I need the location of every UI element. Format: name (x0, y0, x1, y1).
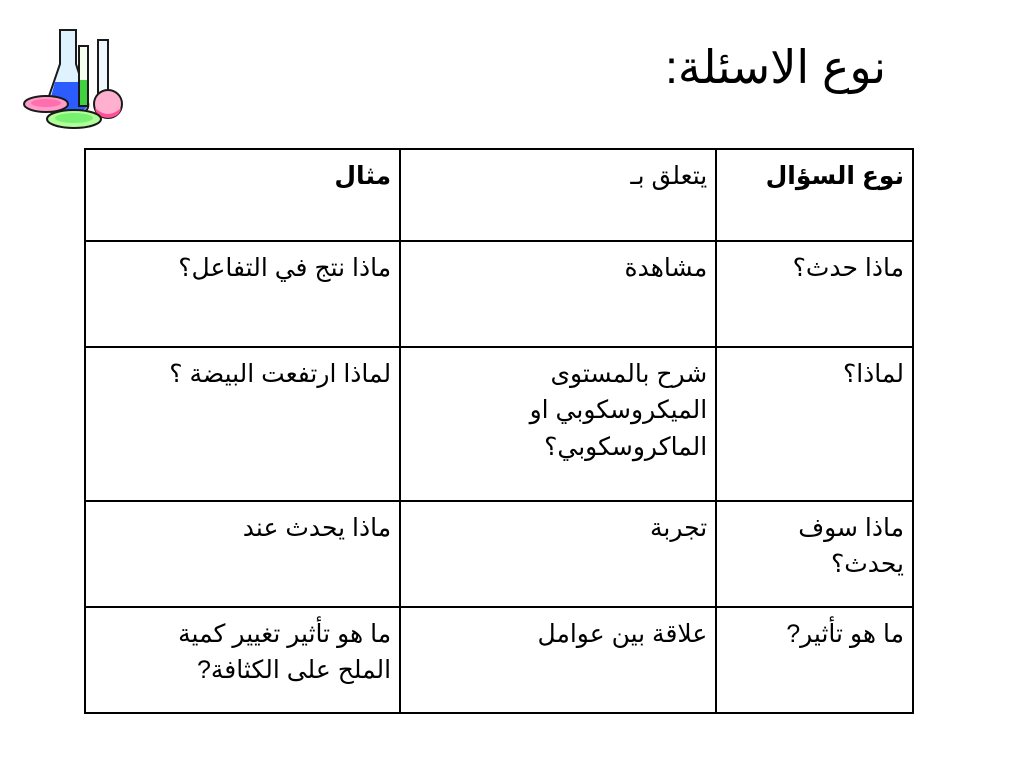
header-question-type: نوع السؤال (716, 149, 913, 241)
cell-line: ما هو تأثير تغيير كمية (178, 620, 392, 648)
table-header-row (85, 149, 913, 241)
cell-line: الماكروسكوبي؟ (544, 432, 708, 461)
cell-relates-to (400, 241, 716, 347)
header-relates-to: يتعلق بـ (400, 149, 716, 241)
cell-line: لماذا؟ (842, 360, 904, 388)
cell-example (85, 501, 400, 607)
cell-line: مشاهدة (624, 254, 708, 282)
question-types-table (84, 148, 914, 714)
cell-question-type (716, 241, 913, 347)
cell-relates-to (400, 607, 716, 713)
cell-example (85, 241, 400, 347)
cell-line: ما هو تأثير? (786, 620, 904, 648)
cell-relates-to (400, 501, 716, 607)
cell-question-type (716, 607, 913, 713)
table-row (85, 607, 913, 713)
cell-question-type (716, 501, 913, 607)
header-example: مثال (85, 149, 400, 241)
cell-line: الملح على الكثافة? (196, 656, 392, 685)
table-row (85, 501, 913, 607)
cell-line: ماذا حدث؟ (792, 254, 904, 282)
cell-line: ماذا نتج في التفاعل؟ (178, 254, 392, 282)
table-row (85, 347, 913, 501)
cell-line: ماذا سوف يحدث؟ (798, 514, 904, 579)
cell-line: الميكروسكوبي او (529, 396, 708, 425)
cell-line: تجربة (649, 514, 708, 542)
cell-line: ماذا يحدث عند (242, 514, 392, 542)
cell-line: شرح بالمستوى (550, 360, 708, 388)
cell-question-type (716, 347, 913, 501)
cell-example (85, 347, 400, 501)
cell-example (85, 607, 400, 713)
table-row (85, 241, 913, 347)
cell-line: لماذا ارتفعت البيضة ؟ (169, 360, 392, 388)
cell-line: علاقة بين عوامل (537, 620, 708, 648)
cell-relates-to (400, 347, 716, 501)
slide-title: نوع الاسئلة: (665, 41, 886, 93)
laboratory-glassware-icon (22, 24, 132, 134)
